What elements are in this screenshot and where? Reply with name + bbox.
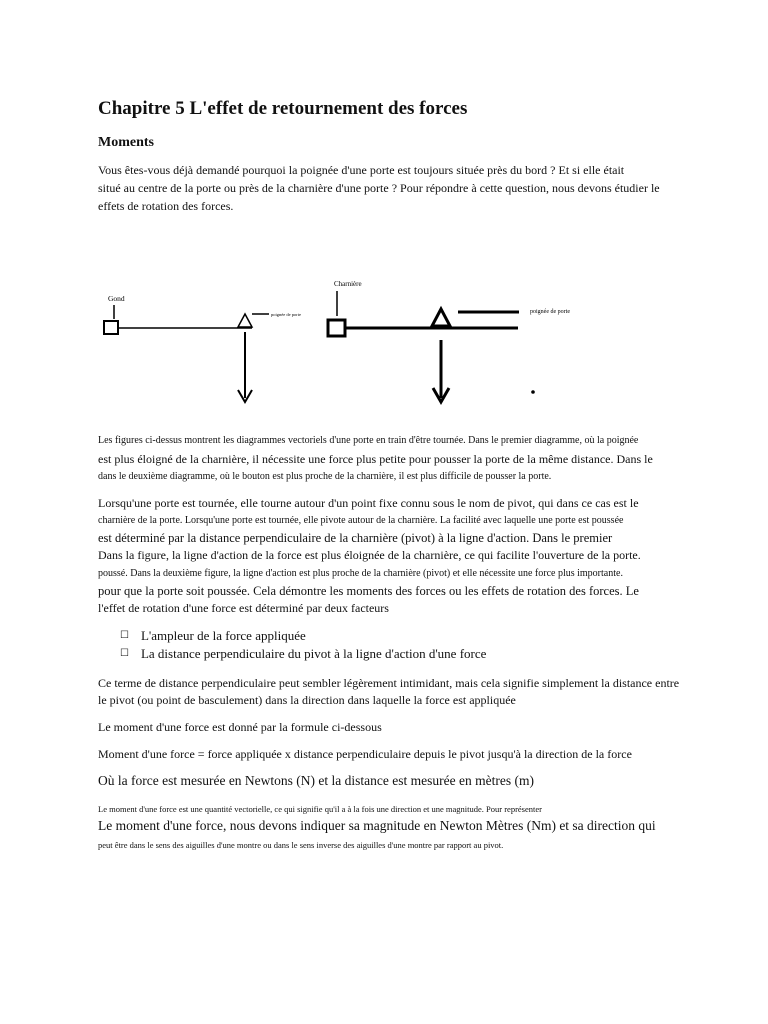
para3-line-1: Ce terme de distance perpendiculaire peut sembler légèrement intimidant, mais cela signifie simplement la distance entre: [98, 676, 680, 690]
para1-line-3: dans le deuxième diagramme, où le bouton est plus proche de la charnière, il est plus difficile de pousser la porte.: [98, 471, 552, 482]
handle-label-right: poignée de porte: [530, 309, 570, 315]
para2-line-3: est déterminé par la distance perpendiculaire de la charnière (pivot) à la ligne d'action. Dans le premier: [98, 531, 613, 545]
para3-line-2: le pivot (ou point de basculement) dans la direction dans laquelle la force est appliquée: [98, 693, 516, 707]
para2-line-4: Dans la figure, la ligne d'action de la force est plus éloignée de la charnière, ce qui facilite l'ouverture de la porte.: [98, 548, 641, 562]
list-item: [120, 645, 486, 663]
handle-label-left: poignée de porte: [271, 312, 301, 317]
para1-line-2: est plus éloigné de la charnière, il nécessite une force plus petite pour pousser la porte de la même distance. Dans le: [98, 452, 653, 466]
factor-list: [120, 627, 486, 663]
hinge-label-left: Gond: [108, 294, 125, 303]
hinge-square-left: [104, 321, 118, 334]
bullet-text-2: La distance perpendiculaire du pivot à la ligne d'action d'une force: [140, 646, 487, 661]
para4-line-3: peut être dans le sens des aiguilles d'une montre ou dans le sens inverse des aiguilles d'une montre par rapport au pivot.: [98, 840, 504, 850]
para2-line-7: l'effet de rotation d'une force est déterminé par deux facteurs: [98, 601, 389, 615]
para2-line-6: pour que la porte soit poussée. Cela démontre les moments des forces ou les effets de rotation des forces. Le: [98, 584, 639, 598]
para1-line-1: Les figures ci-dessus montrent les diagrammes vectoriels d'une porte en train d'être tournée. Dans le premier diagramme, où la poignée: [98, 435, 639, 446]
units-line: Où la force est mesurée en Newtons (N) et la distance est mesurée en mètres (m): [98, 773, 534, 788]
bullet-text-1: L'ampleur de la force appliquée: [140, 628, 306, 643]
list-item: [120, 627, 486, 645]
intro-line-1: Vous êtes-vous déjà demandé pourquoi la poignée d'une porte est toujours située près du bord ? Et si elle était: [98, 163, 625, 177]
para4-line-1: Le moment d'une force est une quantité vectorielle, ce qui signifie qu'il a à la fois une direction et une magnitude. Pour représenter: [98, 804, 542, 814]
checkbox-bullet-icon: ☐: [120, 648, 129, 659]
section-heading: Moments: [98, 135, 154, 150]
para2-line-5: poussé. Dans la deuxième figure, la ligne d'action est plus proche de la charnière (pivot) et elle nécessite une force plus importante.: [98, 568, 623, 579]
para4-line-2: Le moment d'une force, nous devons indiquer sa magnitude en Newton Mètres (Nm) et sa direction qui: [98, 818, 656, 833]
formula: Moment d'une force = force appliquée x distance perpendiculaire depuis le pivot jusqu'à la direction de la force: [98, 747, 632, 761]
intro-line-3: effets de rotation des forces.: [98, 199, 234, 213]
handle-triangle-left: [238, 314, 252, 327]
hinge-square-right: [328, 320, 345, 336]
checkbox-bullet-icon: ☐: [120, 630, 129, 641]
hinge-label-right: Charnière: [334, 280, 362, 288]
door-moment-diagram: [0, 270, 768, 420]
intro-line-2: situé au centre de la porte ou près de la charnière d'une porte ? Pour répondre à cette question, nous devons étudier le: [98, 181, 660, 195]
para2-line-2: charnière de la porte. Lorsqu'une porte est tournée, elle pivote autour de la charnière. La facilité avec laquelle une porte est poussée: [98, 515, 624, 526]
formula-intro: Le moment d'une force est donné par la formule ci-dessous: [98, 720, 382, 734]
handle-triangle-right: [432, 309, 450, 326]
page-title: Chapitre 5 L'effet de retournement des forces: [98, 98, 468, 119]
para2-line-1: Lorsqu'une porte est tournée, elle tourne autour d'un point fixe connu sous le nom de pivot, qui dans ce cas est le: [98, 496, 639, 510]
